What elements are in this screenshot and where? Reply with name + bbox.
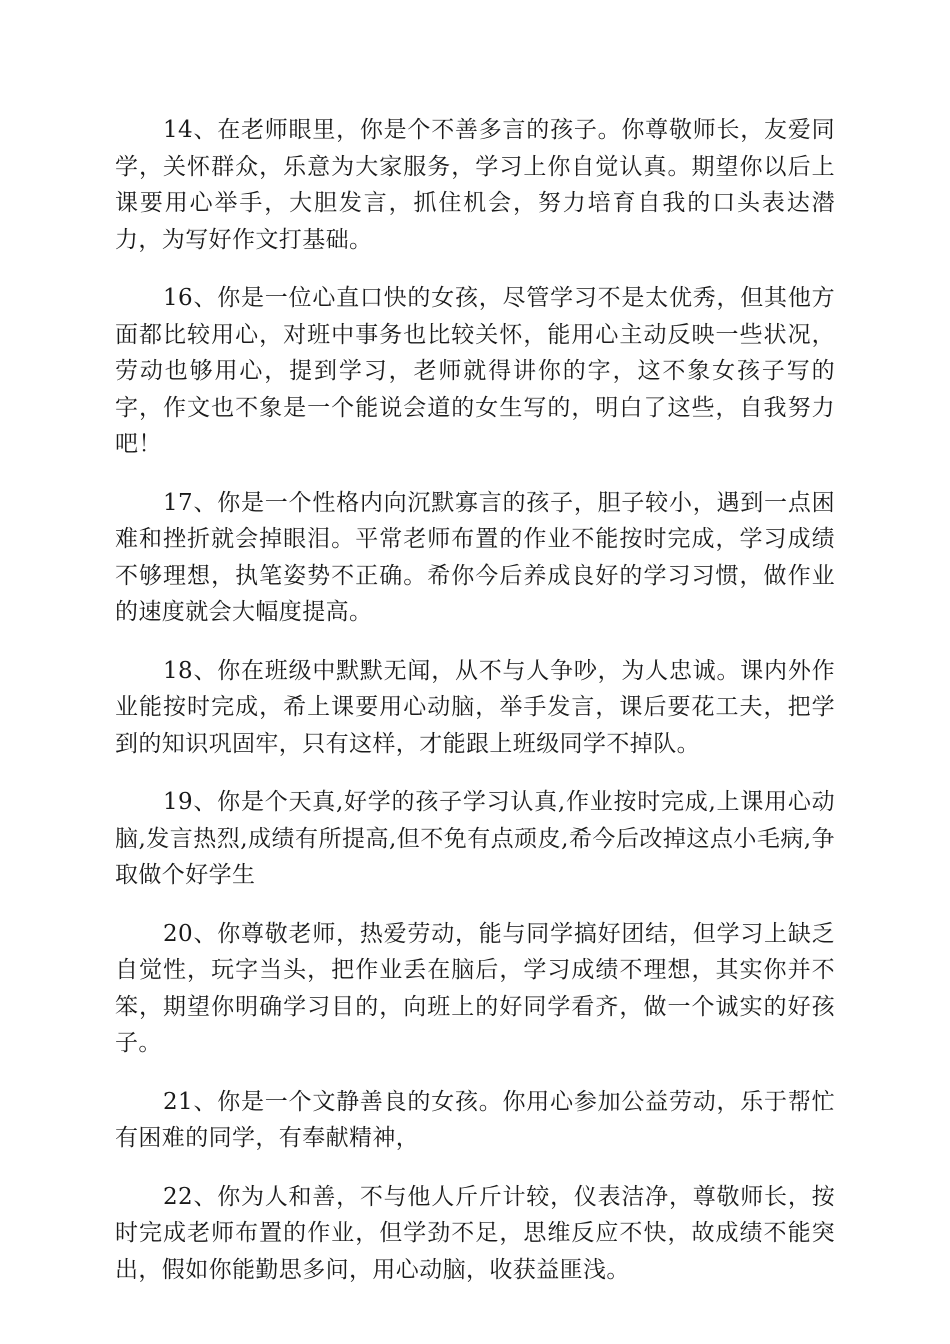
comment-paragraph-21: 21、你是一个文静善良的女孩。你用心参加公益劳动，乐于帮忙有困难的同学，有奉献精神， xyxy=(115,1088,835,1151)
document-page xyxy=(115,112,835,1310)
comment-paragraph-18: 18、你在班级中默默无闻，从不与人争吵，为人忠诚。课内外作业能按时完成，希上课要用心动脑，举手发言，课后要花工夫，把学到的知识巩固牢，只有这样，才能跟上班级同学不掉队。 xyxy=(115,657,835,757)
comment-paragraph-17: 17、你是一个性格内向沉默寡言的孩子，胆子较小，遇到一点困难和挫折就会掉眼泪。平常老师布置的作业不能按时完成，学习成绩不够理想，执笔姿势不正确。希你今后养成良好的学习习惯，做作业的速度就会大幅度提高。 xyxy=(115,489,835,625)
comment-paragraph-16: 16、你是一位心直口快的女孩，尽管学习不是太优秀，但其他方面都比较用心，对班中事务也比较关怀，能用心主动反映一些状况，劳动也够用心，提到学习，老师就得讲你的字，这不象女孩子写的字，作文也不象是一个能说会道的女生写的，明白了这些，自我努力吧！ xyxy=(115,285,835,457)
comment-paragraph-19: 19、你是个天真,好学的孩子学习认真,作业按时完成,上课用心动脑,发言热烈,成绩有所提高,但不免有点顽皮,希今后改掉这点小毛病,争取做个好学生 xyxy=(115,789,835,888)
comment-paragraph-22: 22、你为人和善，不与他人斤斤计较，仪表洁净，尊敬师长，按时完成老师布置的作业，但学劲不足，思维反应不快，故成绩不能突出，假如你能勤思多问，用心动脑，收获益匪浅。 xyxy=(115,1183,835,1283)
comment-paragraph-14: 14、在老师眼里，你是个不善多言的孩子。你尊敬师长，友爱同学，关怀群众，乐意为大家服务，学习上你自觉认真。期望你以后上课要用心举手，大胆发言，抓住机会，努力培育自我的口头表达潜力，为写好作文打基础。 xyxy=(115,117,835,253)
comment-paragraph-20: 20、你尊敬老师，热爱劳动，能与同学搞好团结，但学习上缺乏自觉性，玩字当头，把作业丢在脑后，学习成绩不理想，其实你并不笨，期望你明确学习目的，向班上的好同学看齐，做一个诚实的好孩子。 xyxy=(115,920,835,1056)
